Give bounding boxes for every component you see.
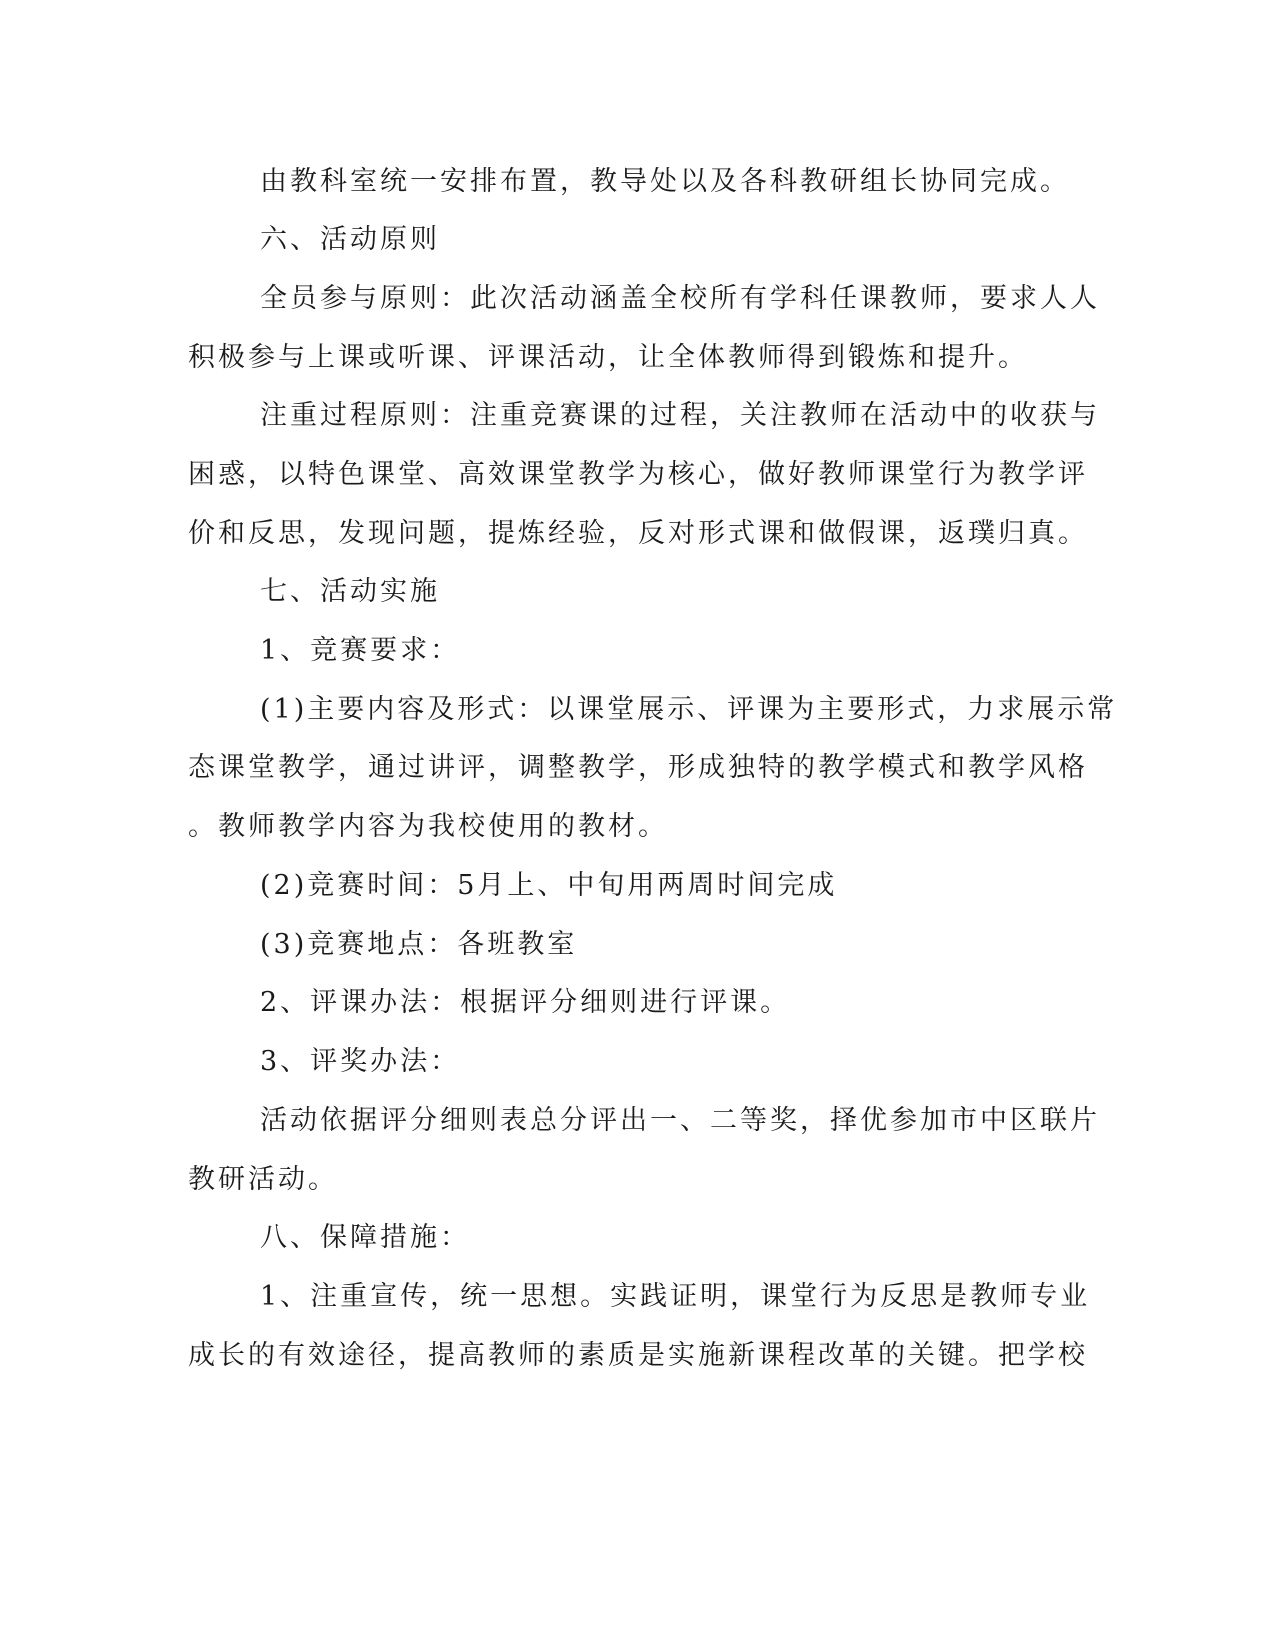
paragraph-line: 态课堂教学，通过讲评，调整教学，形成独特的教学模式和教学风格: [188, 752, 1088, 783]
paragraph-line: (1)主要内容及形式：以课堂展示、评课为主要形式，力求展示常: [260, 694, 1118, 725]
paragraph-line: 活动依据评分细则表总分评出一、二等奖，择优参加市中区联片: [260, 1105, 1100, 1136]
list-item-heading: 3、评奖办法：: [260, 1046, 461, 1077]
paragraph-line: (3)竞赛地点：各班教室: [260, 929, 578, 960]
section-heading-8: 八、保障措施：: [260, 1222, 470, 1253]
section-heading-7: 七、活动实施: [260, 576, 440, 607]
paragraph-line: 注重过程原则：注重竞赛课的过程，关注教师在活动中的收获与: [260, 400, 1100, 431]
list-item-heading: 1、竞赛要求：: [260, 635, 461, 666]
paragraph-line: 2、评课办法：根据评分细则进行评课。: [260, 987, 791, 1018]
paragraph-line: 成长的有效途径，提高教师的素质是实施新课程改革的关键。把学校: [188, 1340, 1088, 1371]
section-heading-6: 六、活动原则: [260, 224, 440, 255]
paragraph-line: 。教师教学内容为我校使用的教材。: [188, 811, 668, 842]
paragraph-line: 1、注重宣传，统一思想。实践证明，课堂行为反思是教师专业: [260, 1281, 1091, 1312]
paragraph-line: 价和反思，发现问题，提炼经验，反对形式课和做假课，返璞归真。: [188, 518, 1088, 549]
paragraph-line: 由教科室统一安排布置，教导处以及各科教研组长协同完成。: [260, 166, 1070, 197]
paragraph-line: (2)竞赛时间：5月上、中旬用两周时间完成: [260, 870, 838, 901]
paragraph-line: 积极参与上课或听课、评课活动，让全体教师得到锻炼和提升。: [188, 342, 1028, 373]
paragraph-line: 教研活动。: [188, 1164, 338, 1195]
paragraph-line: 困惑，以特色课堂、高效课堂教学为核心，做好教师课堂行为教学评: [188, 459, 1088, 490]
paragraph-line: 全员参与原则：此次活动涵盖全校所有学科任课教师，要求人人: [260, 283, 1100, 314]
